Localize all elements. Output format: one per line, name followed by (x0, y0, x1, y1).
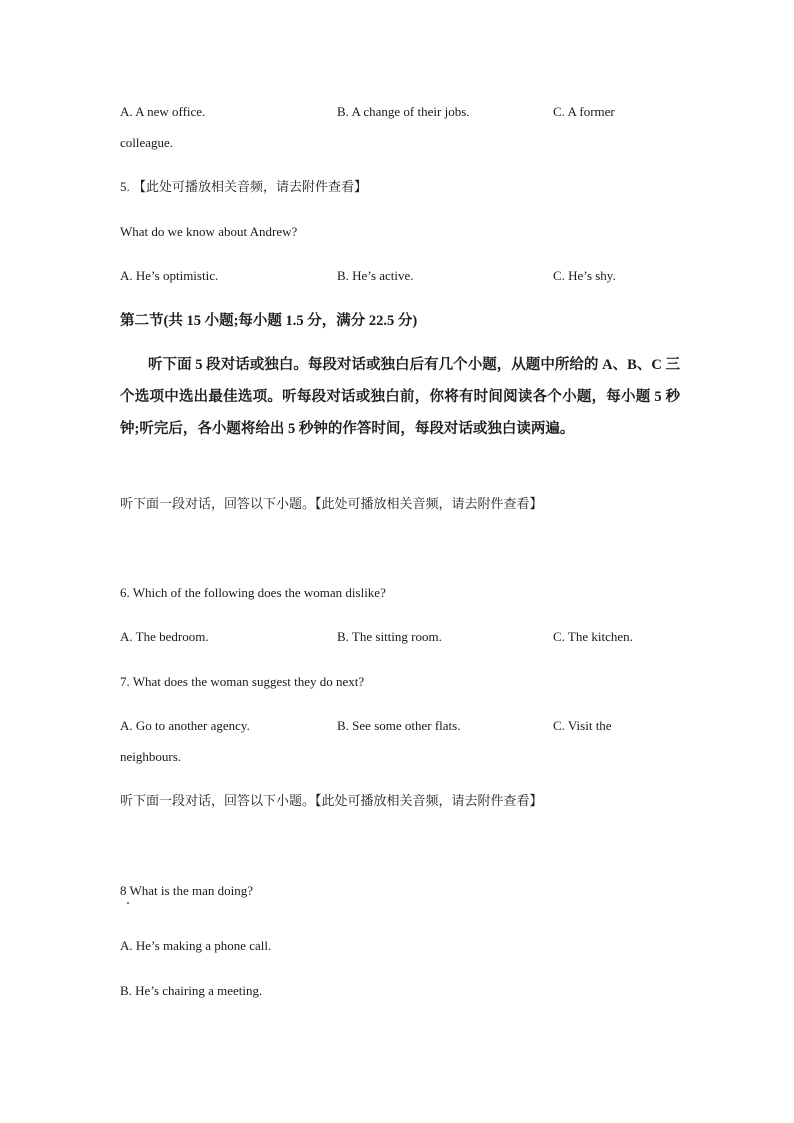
dialogue1-header: 听下面一段对话，回答以下小题。【此处可播放相关音频，请去附件查看】 (120, 496, 543, 511)
section2-instructions (120, 349, 680, 445)
q6-option-a: A. The bedroom. (120, 629, 209, 644)
section2-instructions-text: 听下面 5 段对话或独白。每段对话或独白后有几个小题，从题中所给的 A、B、C 三个选项中选出最佳选项。听每段对话或独白前，你将有时间阅读各个小题，每小题 5 秒钟;听完后，各小题将给出 5 秒钟的作答时间，每段对话或独白读两遍。 (120, 357, 680, 437)
dialogue2-header: 听下面一段对话，回答以下小题。【此处可播放相关音频，请去附件查看】 (120, 793, 543, 808)
q8-option-a: A. He’s making a phone call. (120, 938, 272, 953)
q7-option-b: B. See some other flats. (337, 718, 461, 733)
q5-option-a: A. He’s optimistic. (120, 268, 219, 283)
q6-option-b: B. The sitting room. (337, 629, 442, 644)
stray-dot (127, 902, 129, 904)
q5-option-c: C. He’s shy. (553, 268, 616, 283)
q7-question: 7. What does the woman suggest they do next? (120, 674, 365, 689)
q5-question: What do we know about Andrew? (120, 224, 298, 239)
q7-option-c-continuation: neighbours. (120, 749, 182, 764)
section2-title: 第二节(共 15 小题;每小题 1.5 分，满分 22.5 分) (120, 313, 418, 329)
q7-option-a: A. Go to another agency. (120, 718, 250, 733)
q4-option-c-continuation: colleague. (120, 135, 174, 150)
q4-option-c: C. A former (553, 104, 615, 119)
q8-option-b: B. He’s chairing a meeting. (120, 983, 263, 998)
q4-option-a: A. A new office. (120, 104, 206, 119)
q6-question: 6. Which of the following does the woman dislike? (120, 585, 386, 600)
q5-option-b: B. He’s active. (337, 268, 414, 283)
q7-option-c: C. Visit the (553, 718, 612, 733)
q6-option-c: C. The kitchen. (553, 629, 633, 644)
q8-question: 8 What is the man doing? (120, 883, 253, 898)
q4-option-b: B. A change of their jobs. (337, 104, 470, 119)
q5-header: 5. 【此处可播放相关音频，请去附件查看】 (120, 179, 368, 194)
